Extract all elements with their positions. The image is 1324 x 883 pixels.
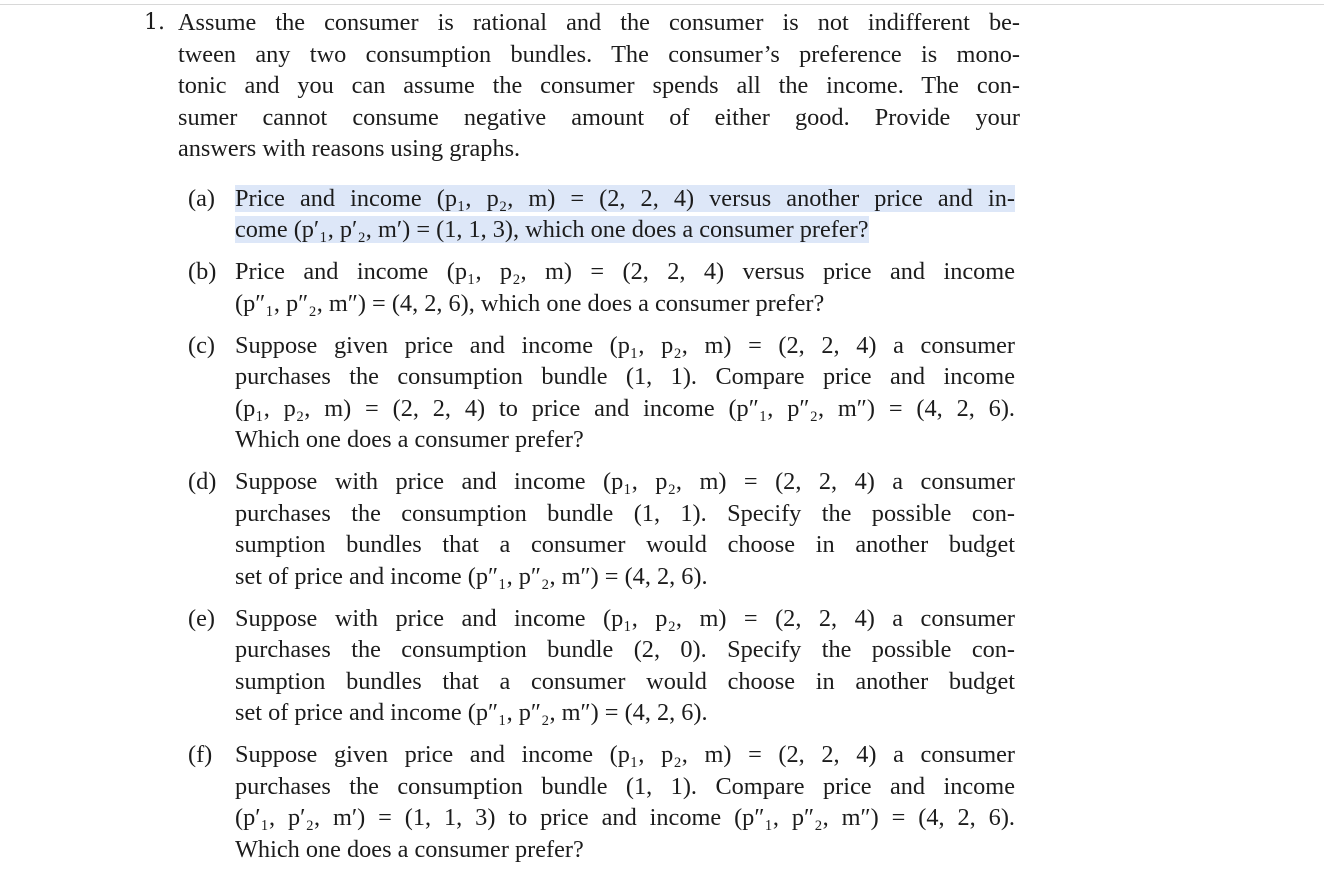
sub-question-line[interactable]: Which one does a consumer prefer? (235, 426, 584, 453)
sub-question-d (140, 466, 1020, 592)
question-1 (140, 7, 1020, 876)
sub-question-label: (e) (188, 604, 215, 632)
sub-question-line[interactable]: (p″₁, p″₂, m″) = (4, 2, 6), which one does a consumer prefer? (235, 289, 825, 317)
sub-question-line[interactable]: Which one does a consumer prefer? (235, 835, 584, 863)
sub-question-b (140, 256, 1020, 319)
sub-question-label: (f) (188, 741, 213, 768)
sub-question-a (140, 183, 1020, 246)
sub-question-line[interactable]: Price and income (p₁, p₂, m) = (2, 2, 4) versus price and income (235, 258, 1015, 285)
sub-question-label: (a) (188, 184, 215, 212)
sub-question-line[interactable]: Suppose with price and income (p₁, p₂, m) = (2, 2, 4) a consumer (235, 468, 1015, 495)
sub-question-line[interactable]: Suppose given price and income (p₁, p₂, m) = (2, 2, 4) a consumer (235, 331, 1015, 359)
intro-line[interactable]: answers with reasons using graphs. (178, 135, 521, 162)
sub-question-line[interactable]: set of price and income (p″₁, p″₂, m″) = (4, 2, 6). (235, 699, 708, 726)
question-intro (178, 7, 1020, 165)
sub-question-line[interactable]: (p′₁, p′₂, m′) = (1, 1, 3) to price and income (p″₁, p″₂, m″) = (4, 2, 6). (235, 804, 1015, 831)
sub-question-label: (c) (188, 331, 215, 359)
sub-question-line[interactable]: Suppose with price and income (p₁, p₂, m) = (2, 2, 4) a consumer (235, 604, 1015, 632)
top-divider (0, 4, 1324, 5)
sub-question-line[interactable]: sumption bundles that a consumer would choose in another budget (235, 531, 1015, 558)
sub-question-f (140, 739, 1020, 865)
sub-question-line[interactable]: Suppose given price and income (p₁, p₂, m) = (2, 2, 4) a consumer (235, 741, 1015, 768)
sub-question-line[interactable]: set of price and income (p″₁, p″₂, m″) = (4, 2, 6). (235, 562, 708, 590)
sub-question-line[interactable]: purchases the consumption bundle (2, 0). Specify the possible con- (235, 636, 1015, 663)
question-number: 1. (144, 10, 165, 35)
sub-question-line[interactable]: sumption bundles that a consumer would choose in another budget (235, 667, 1015, 695)
sub-question-label: (b) (188, 258, 217, 285)
intro-line[interactable]: tween any two consumption bundles. The consumer’s preference is mono- (178, 40, 1020, 68)
sub-question-line[interactable]: purchases the consumption bundle (1, 1). Compare price and income (235, 363, 1015, 390)
intro-line[interactable]: tonic and you can assume the consumer spends all the income. The con- (178, 72, 1020, 99)
selected-text[interactable]: come (p′₁, p′₂, m′) = (1, 1, 3), which one does a consumer prefer? (235, 216, 869, 243)
intro-line[interactable]: sumer cannot consume negative amount of either good. Provide your (178, 103, 1020, 131)
sub-question-line[interactable]: purchases the consumption bundle (1, 1). Compare price and income (235, 772, 1015, 800)
sub-question-label: (d) (188, 468, 217, 495)
sub-question-line[interactable]: purchases the consumption bundle (1, 1). Specify the possible con- (235, 499, 1015, 527)
sub-question-e (140, 603, 1020, 729)
sub-question-list (140, 183, 1020, 866)
sub-question-line[interactable]: (p₁, p₂, m) = (2, 2, 4) to price and income (p″₁, p″₂, m″) = (4, 2, 6). (235, 394, 1015, 422)
sub-question-c (140, 330, 1020, 456)
intro-line[interactable]: Assume the consumer is rational and the consumer is not indifferent be- (178, 9, 1020, 36)
selected-text[interactable]: Price and income (p₁, p₂, m) = (2, 2, 4) versus another price and in- (235, 184, 1015, 212)
